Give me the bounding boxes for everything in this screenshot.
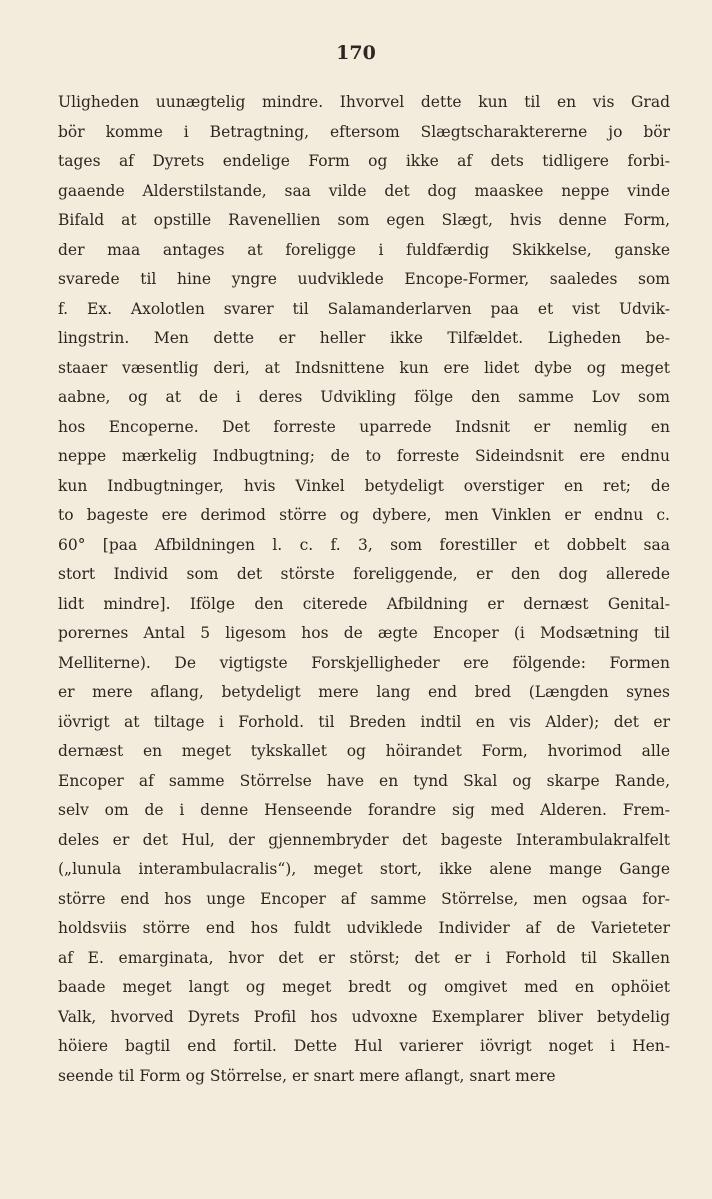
text-line: porernes Antal 5 ligesom hos de ægte Encoper (i Modsætning til — [58, 624, 670, 642]
text-line: kun Indbugtninger, hvis Vinkel betydeligt overstiger en ret; de — [58, 476, 670, 495]
body-text — [58, 88, 670, 1091]
text-line: selv om de i denne Henseende forandre sig med Alderen. Frem- — [58, 801, 670, 819]
text-line: stort Individ som det störste foreliggende, er den dog allerede — [58, 565, 670, 583]
text-line: lidt mindre]. Ifölge den citerede Afbildning er dernæst Genital- — [58, 594, 670, 613]
text-line: gaaende Alderstilstande, saa vilde det dog maaskee neppe vinde — [58, 181, 670, 200]
text-line: 60° [paa Afbildningen l. c. f. 3, som forestiller et dobbelt saa — [58, 535, 670, 554]
text-line: baade meget langt og meget bredt og omgivet med en ophöiet — [58, 978, 670, 996]
text-line: iövrigt at tiltage i Forhold. til Breden indtil en vis Alder); det er — [58, 712, 670, 731]
text-line: der maa antages at foreligge i fuldfærdig Skikkelse, ganske — [58, 240, 670, 259]
text-line: f. Ex. Axolotlen svarer til Salamanderlarven paa et vist Udvik- — [58, 299, 670, 318]
text-line: dernæst en meget tykskallet og höirandet Form, hvorimod alle — [58, 742, 670, 760]
text-line: er mere aflang, betydeligt mere lang end bred (Længden synes — [58, 683, 670, 701]
text-line: bör komme i Betragtning, eftersom Slægtscharaktererne jo bör — [58, 122, 670, 141]
text-line: hos Encoperne. Det forreste uparrede Indsnit er nemlig en — [58, 417, 670, 436]
text-line: höiere bagtil end fortil. Dette Hul varierer iövrigt noget i Hen- — [58, 1037, 670, 1055]
text-line: Bifald at opstille Ravenellien som egen Slægt, hvis denne Form, — [58, 211, 670, 229]
text-line: af E. emarginata, hvor det er störst; det er i Forhold til Skallen — [58, 948, 670, 967]
text-line: lingstrin. Men dette er heller ikke Tilfældet. Ligheden be- — [58, 329, 670, 347]
text-line: större end hos unge Encoper af samme Störrelse, men ogsaa for- — [58, 889, 670, 908]
text-line: tages af Dyrets endelige Form og ikke af dets tidligere forbi- — [58, 152, 670, 170]
text-line: neppe mærkelig Indbugtning; de to forreste Sideindsnit ere endnu — [58, 447, 670, 465]
text-line: Melliterne). De vigtigste Forskjelligheder ere fölgende: Formen — [58, 653, 670, 672]
text-line: („lunula interambulacralis“), meget stort, ikke alene mange Gange — [58, 860, 670, 878]
text-line: holdsviis större end hos fuldt udviklede Individer af de Varieteter — [58, 919, 670, 937]
text-line: deles er det Hul, der gjennembryder det bageste Interambulakralfelt — [58, 830, 670, 849]
page-number: 170 — [336, 42, 376, 64]
text-line: to bageste ere derimod större og dybere, men Vinklen er endnu c. — [58, 506, 670, 524]
text-line: seende til Form og Störrelse, er snart mere aflangt, snart mere — [58, 1066, 556, 1085]
text-line: staaer væsentlig deri, at Indsnittene kun ere lidet dybe og meget — [58, 358, 670, 377]
text-line: Uligheden uunægtelig mindre. Ihvorvel dette kun til en vis Grad — [58, 93, 670, 111]
text-line: Valk, hvorved Dyrets Profil hos udvoxne Exemplarer bliver betydelig — [58, 1007, 670, 1026]
text-line: svarede til hine yngre uudviklede Encope-Former, saaledes som — [58, 270, 670, 288]
text-line: Encoper af samme Störrelse have en tynd Skal og skarpe Rande, — [58, 771, 670, 790]
text-line: aabne, og at de i deres Udvikling fölge den samme Lov som — [58, 388, 670, 406]
